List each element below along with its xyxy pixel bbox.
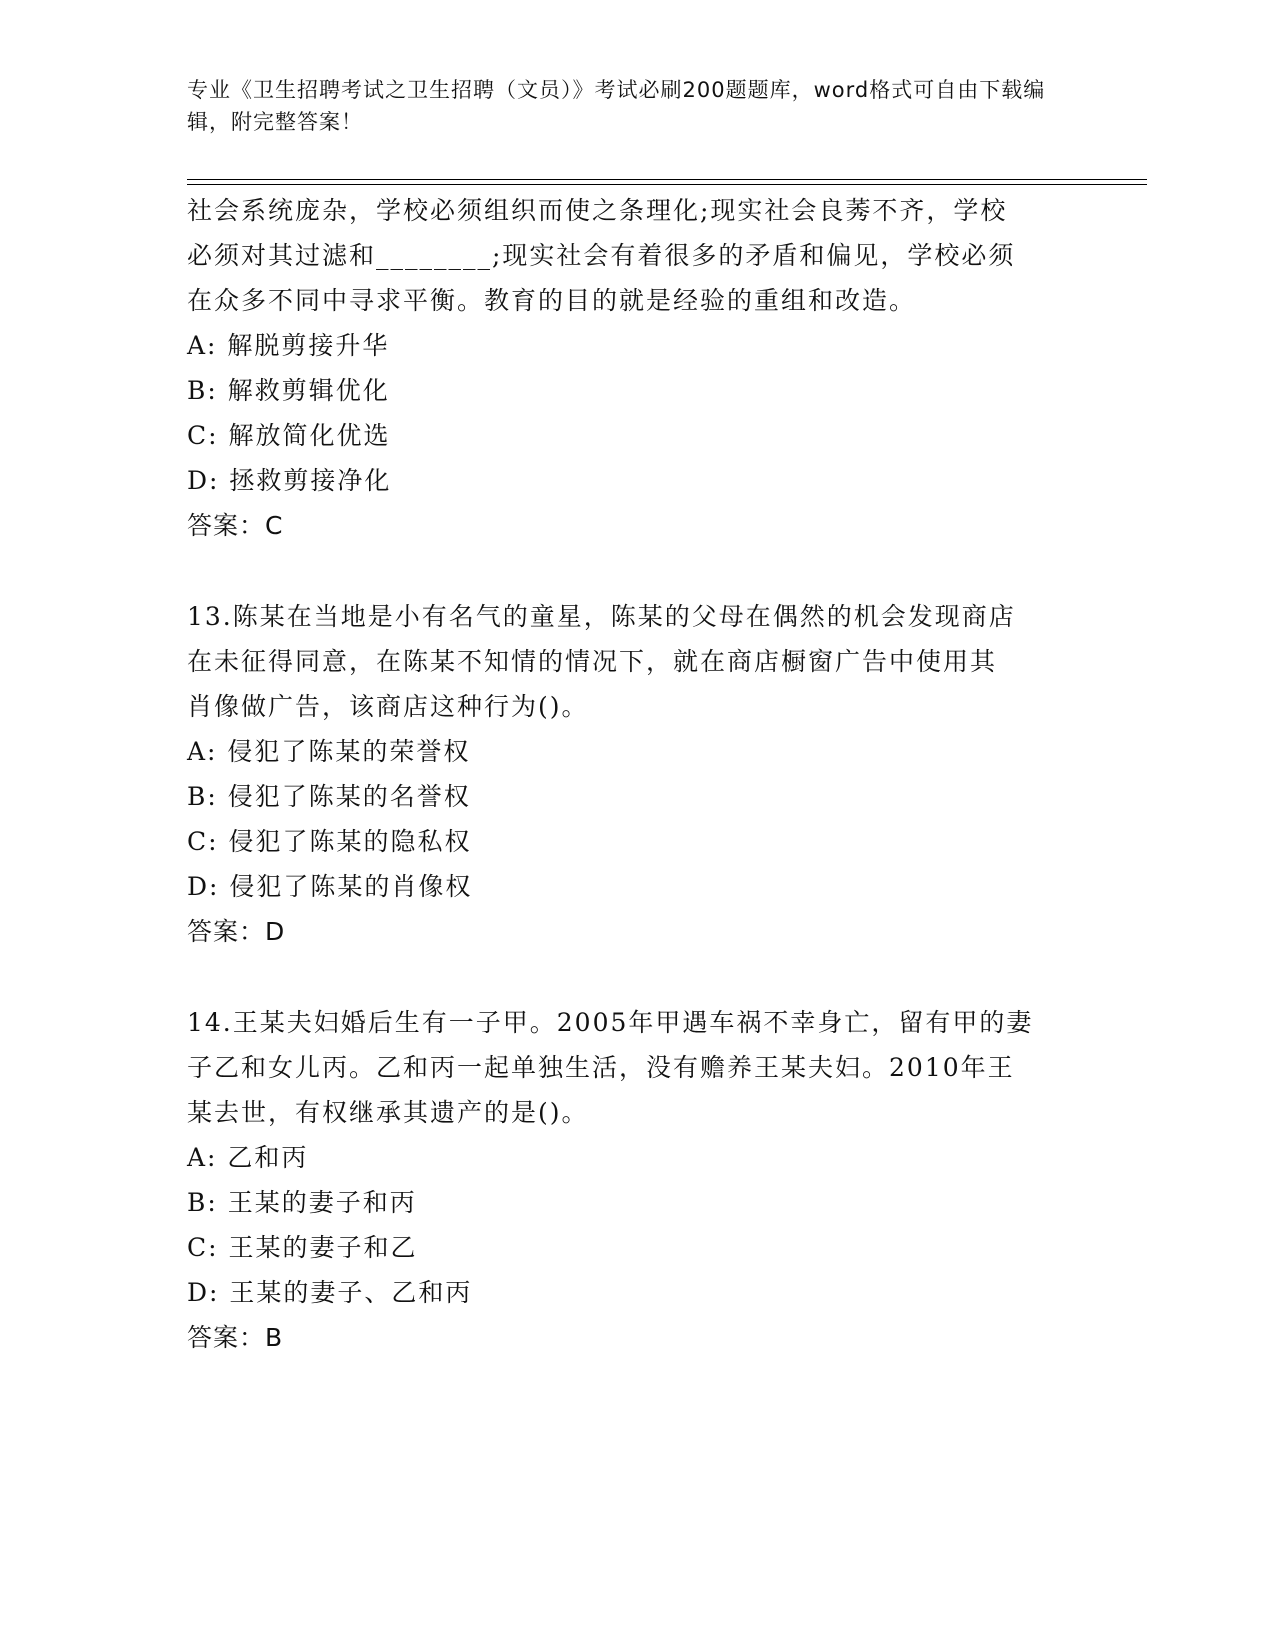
option-b: B: 侵犯了陈某的名誉权 xyxy=(187,782,471,811)
question-text-line: 13.陈某在当地是小有名气的童星，陈某的父母在偶然的机会发现商店 xyxy=(187,602,1016,631)
option-c: C: 解放简化优选 xyxy=(187,421,391,450)
question-text-line: 在未征得同意，在陈某不知情的情况下，就在商店橱窗广告中使用其 xyxy=(187,647,998,676)
question-text-line: 某去世，有权继承其遗产的是()。 xyxy=(187,1098,589,1127)
question-block-13 xyxy=(187,594,1087,954)
option-b: B: 王某的妻子和丙 xyxy=(187,1188,417,1217)
option-c: C: 侵犯了陈某的隐私权 xyxy=(187,827,472,856)
question-text-line: 肖像做广告，该商店这种行为()。 xyxy=(187,692,589,721)
option-a: A: 侵犯了陈某的荣誉权 xyxy=(187,737,471,766)
question-text-line: 子乙和女儿丙。乙和丙一起单独生活，没有赡养王某夫妇。2010年王 xyxy=(187,1053,1015,1082)
header-title: 专业《卫生招聘考试之卫生招聘（文员）》考试必刷200题题库，word格式可自由下载编辑，附完整答案！ xyxy=(187,78,1046,134)
question-text-line: 社会系统庞杂，学校必须组织而使之条理化;现实社会良莠不齐，学校 xyxy=(187,196,1008,225)
document-header xyxy=(187,74,1067,138)
option-b: B: 解救剪辑优化 xyxy=(187,376,390,405)
document-body xyxy=(187,188,1087,1360)
option-d: D: 拯救剪接净化 xyxy=(187,466,392,495)
option-d: D: 王某的妻子、乙和丙 xyxy=(187,1278,473,1307)
option-c: C: 王某的妻子和乙 xyxy=(187,1233,418,1262)
option-a: A: 解脱剪接升华 xyxy=(187,331,390,360)
option-d: D: 侵犯了陈某的肖像权 xyxy=(187,872,473,901)
question-text-line: 14.王某夫妇婚后生有一子甲。2005年甲遇车祸不幸身亡，留有甲的妻 xyxy=(187,1008,1034,1037)
header-rule-bottom xyxy=(187,184,1147,185)
header-rule-top xyxy=(187,179,1147,180)
question-block-14 xyxy=(187,1000,1087,1360)
question-text-line: 在众多不同中寻求平衡。教育的目的就是经验的重组和改造。 xyxy=(187,286,917,315)
answer-label: 答案：C xyxy=(187,511,284,540)
option-a: A: 乙和丙 xyxy=(187,1143,309,1172)
answer-label: 答案：D xyxy=(187,917,286,946)
question-block-12 xyxy=(187,188,1087,548)
answer-label: 答案：B xyxy=(187,1323,284,1352)
question-text-line: 必须对其过滤和________;现实社会有着很多的矛盾和偏见，学校必须 xyxy=(187,241,1016,270)
